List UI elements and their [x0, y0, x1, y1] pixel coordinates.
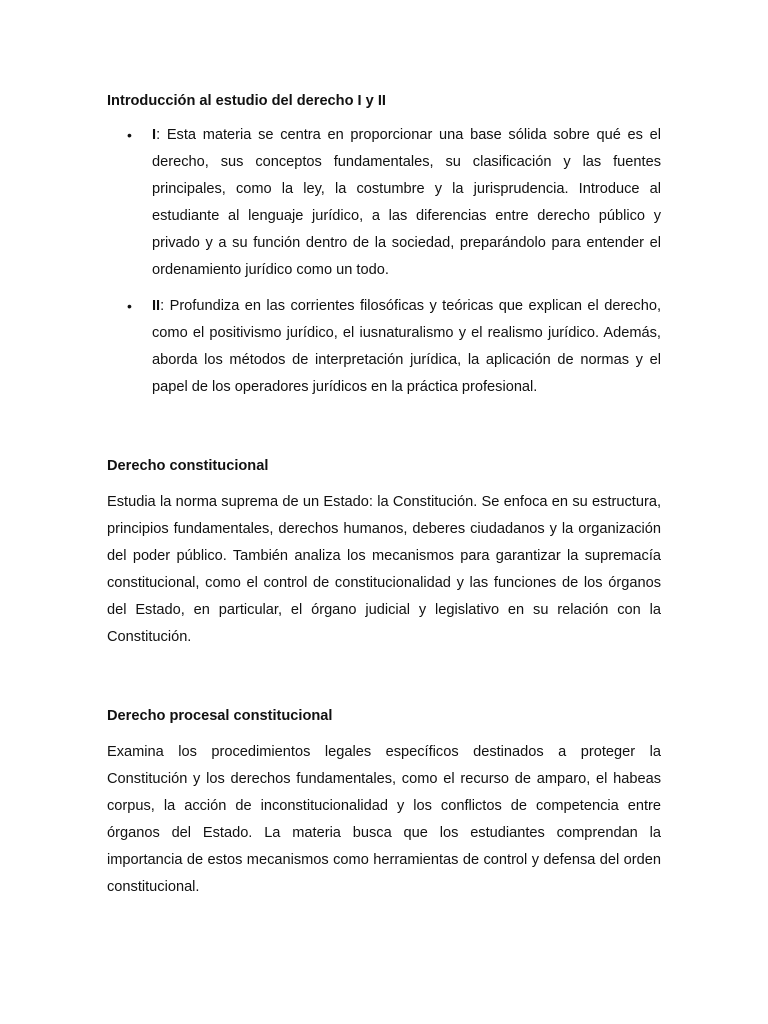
bullet-icon: •: [127, 298, 132, 314]
intro-heading: Introducción al estudio del derecho I y II: [107, 93, 386, 109]
procesal-body: Examina los procedimientos legales específicos destinados a proteger la Constitución y los derechos fundamentales, como el recurso de amparo, el habeas corpus, la acción de inconstitucionalidad y los conflictos de competencia entre órganos del Estado. La materia busca que los estudiantes comprendan la importancia de estos mecanismos como herramientas de control y defensa del orden constitucional.: [107, 744, 661, 895]
procesal-heading: Derecho procesal constitucional: [107, 708, 333, 724]
bullet-key: I: [152, 127, 157, 143]
constitucional-section: [107, 453, 661, 651]
procesal-section: [107, 703, 661, 901]
bullet-item-i: [107, 122, 661, 284]
document-page: [107, 88, 661, 901]
intro-section: [107, 88, 661, 401]
bullet-text: : Profundiza en las corrientes filosóficas y teóricas que explican el derecho, como el positivismo jurídico, el iusnaturalismo y el realismo jurídico. Además, aborda los métodos de interpretación jurídica, la aplicación de normas y el papel de los operadores jurídicos en la práctica profesional.: [152, 298, 661, 395]
intro-bullet-list: [107, 122, 661, 401]
bullet-key: II: [152, 298, 161, 314]
bullet-text: : Esta materia se centra en proporcionar una base sólida sobre qué es el derecho, sus conceptos fundamentales, su clasificación y las fuentes principales, como la ley, la costumbre y la jurisprudencia. Introduce al estudiante al lenguaje jurídico, a las diferencias entre derecho público y privado y a su función dentro de la sociedad, preparándolo para entender el ordenamiento jurídico como un todo.: [152, 127, 661, 278]
constitucional-heading: Derecho constitucional: [107, 458, 269, 474]
bullet-item-ii: [107, 293, 661, 401]
bullet-icon: •: [127, 127, 132, 143]
constitucional-body: Estudia la norma suprema de un Estado: la Constitución. Se enfoca en su estructura, principios fundamentales, derechos humanos, deberes ciudadanos y la organización del poder público. También analiza los mecanismos para garantizar la supremacía constitucional, como el control de constitucionalidad y las funciones de los órganos del Estado, en particular, el órgano judicial y legislativo en su relación con la Constitución.: [107, 494, 661, 645]
